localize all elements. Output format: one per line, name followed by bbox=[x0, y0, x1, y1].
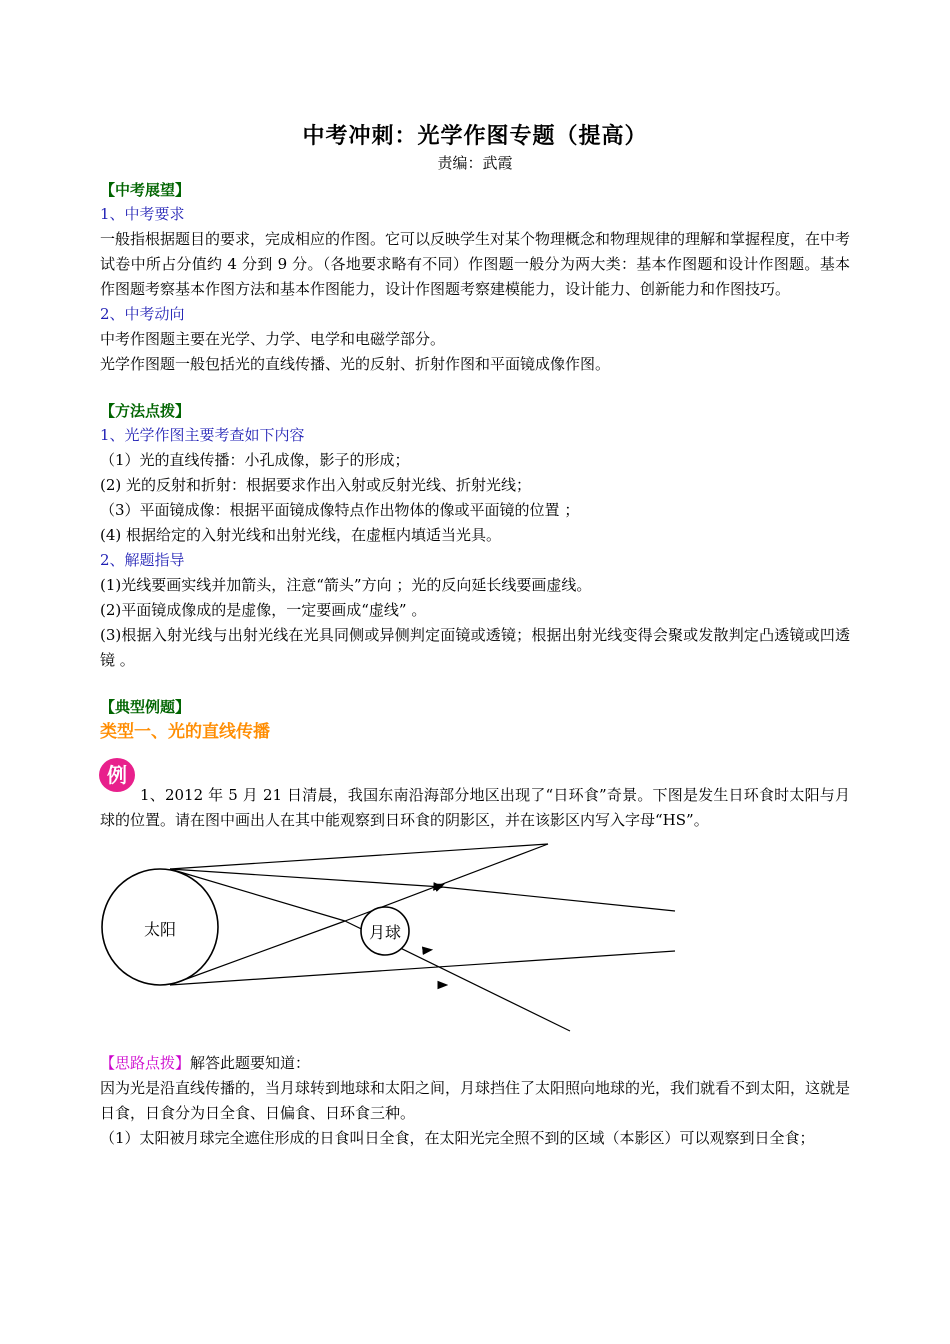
trend-line-1: 中考作图题主要在光学、力学、电学和电磁学部分。 bbox=[100, 330, 446, 348]
method-item: (2) 光的反射和折射：根据要求作出入射或反射光线、折射光线； bbox=[100, 476, 532, 494]
content-heading: 1、光学作图主要考查如下内容 bbox=[100, 426, 305, 444]
badge-text: 例 bbox=[107, 763, 127, 787]
ray-arrow bbox=[170, 869, 442, 887]
method-item: （1）光的直线传播：小孔成像，影子的形成； bbox=[100, 451, 410, 469]
method-heading: 【方法点拨】 bbox=[100, 402, 191, 420]
requirement-heading: 1、中考要求 bbox=[100, 205, 185, 223]
page-title: 中考冲刺：光学作图专题（提高） bbox=[302, 123, 648, 149]
document-page bbox=[100, 120, 850, 1151]
example-badge-icon bbox=[98, 755, 136, 793]
trend-line-2: 光学作图题一般包括光的直线传播、光的反射、折射作图和平面镜成像作图。 bbox=[100, 355, 611, 373]
ray-line bbox=[170, 951, 675, 985]
hint-label: 【思路点拨】 bbox=[100, 1054, 191, 1072]
guide-item: (2)平面镜成像成的是虚像，一定要画成“虚线” 。 bbox=[100, 601, 427, 619]
guide-heading: 2、解题指导 bbox=[100, 551, 185, 569]
method-item: （3）平面镜成像：根据平面镜成像特点作出物体的像或平面镜的位置 ； bbox=[100, 501, 580, 519]
hint-text: 因为光是沿直线传播的，当月球转到地球和太阳之间，月球挡住了太阳照向地球的光，我们就看不到太阳，这就是日食，日食分为日全食、日偏食、日环食三种。 bbox=[100, 1079, 851, 1122]
example-question: 1、2012 年 5 月 21 日清晨，我国东南沿海部分地区出现了“日环食”奇景。下图是发生日环食时太阳与月球的位置。请在图中画出人在其中能观察到日环食的阴影区，并在该影区内写入字母“HS”。 bbox=[100, 786, 850, 829]
guide-item: (1)光线要画实线并加箭头，注意“箭头”方向 ；光的反向延长线要画虚线。 bbox=[100, 576, 592, 594]
type-one-heading: 类型一、光的直线传播 bbox=[100, 722, 270, 742]
sun-label: 太阳 bbox=[143, 920, 177, 939]
method-item: (4) 根据给定的入射光线和出射光线，在虚框内填适当光具。 bbox=[100, 526, 502, 544]
hint-paragraph bbox=[100, 1051, 850, 1076]
example-1 bbox=[100, 763, 851, 1151]
outlook-heading: 【中考展望】 bbox=[100, 181, 191, 199]
ray-line bbox=[442, 887, 675, 911]
editor-line: 责编：武霞 bbox=[437, 154, 513, 172]
hint-intro: 解答此题要知道： bbox=[190, 1054, 311, 1072]
trend-heading: 2、中考动向 bbox=[100, 305, 185, 323]
hint-item-1: （1）太阳被月球完全遮住形成的日食叫日全食，在太阳光完全照不到的区域（本影区）可以观察到日全食； bbox=[100, 1129, 815, 1147]
examples-heading: 【典型例题】 bbox=[100, 698, 191, 716]
ray-line bbox=[170, 869, 345, 921]
solar-eclipse-figure bbox=[100, 839, 700, 1039]
guide-item: (3)根据入射光线与出射光线在光具同侧或异侧判定面镜或透镜；根据出射光线变得会聚或发散判定凸透镜或凹透镜 。 bbox=[100, 626, 850, 669]
requirement-text: 一般指根据题目的要求，完成相应的作图。它可以反映学生对某个物理概念和物理规律的理解和掌握程度，在中考试卷中所占分值约 4 分到 9 分。（各地要求略有不同）作图题一般分为两大类：基本作图题和设计作图题。基本作图题考察基本作图方法和基本作图能力，设计作图题考察建模能力，设计能力、创新能力和作图技巧。 bbox=[100, 230, 851, 298]
moon-label: 月球 bbox=[368, 923, 402, 942]
